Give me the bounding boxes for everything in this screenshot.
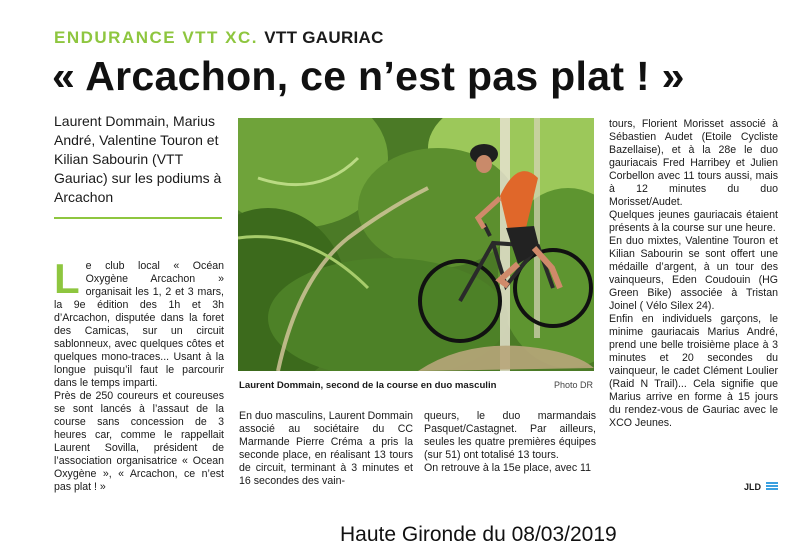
source-footer: Haute Gironde du 08/03/2019	[340, 523, 617, 546]
paragraph: queurs, le duo marmandais Pasquet/Castagnet. Par ailleurs, seules les quatre premières équipes (sur 51) ont totalisé 13 tours.	[424, 410, 596, 461]
race-photo	[238, 118, 594, 371]
author-signature: JLD	[744, 482, 762, 492]
paragraph: Enfin en individuels garçons, le minime gauriacais Marius André, prend une belle troisième place à 3 minutes et 20 secondes du vainqueur, le cadet Clément Loulier (Raid N Trail)... Cela signifie que Marius arrive en forme à 15 jours du rendez-vous de Gauriac avec le XCO Jeunes.	[609, 313, 778, 429]
paragraph: En duo mixtes, Valentine Touron et Kilian Sabourin se sont offert une médaille d’argent, à un tour des vainqueurs, Eden Coudouin (HG Green Bike) associée à Tristan Joinel ( Vélo Silex 24).	[609, 235, 778, 312]
signature-logo-icon	[766, 482, 778, 491]
paragraph: En duo masculins, Laurent Dommain associé au sociétaire du CC Marmande Pierre Créma a pris la seconde place, en réalisant 13 tours de circuit, terminant à 3 minutes et 16 secondes des vain-	[239, 410, 413, 487]
photo-caption	[239, 380, 595, 391]
paragraph-lead: e club local « Océan Oxygène Arcachon » organisait les 1, 2 et 3 mars, la 9e édition des 1h et 3h d’Arcachon, disputée dans la foret des Camicas, sur un circuit sablonneux, avec quelques côtes et quelques mono-traces... Usant à la longue puisqu’il faut le parcourir dans le temps imparti.	[54, 260, 224, 389]
paragraph: Près de 250 coureurs et coureuses se sont lancés à l’assaut de la course sans concession de 3 heures car, comme le rappellait Laurent Sovilla, président de l’association organisatrice « Ocean Oxygène », « Arcachon, ce n’est pas plat ! »	[54, 390, 224, 493]
headline: « Arcachon, ce n’est pas plat ! »	[52, 53, 685, 99]
article-column-2	[239, 410, 413, 488]
caption-text: Laurent Dommain, second de la course en duo masculin	[239, 380, 497, 391]
article-column-1	[54, 255, 224, 494]
paragraph: On retrouve à la 15e place, avec 11	[424, 462, 592, 474]
paragraph: Quelques jeunes gauriacais étaient présents à la course sur une heure.	[609, 209, 778, 234]
standfirst: Laurent Dommain, Marius André, Valentine Touron et Kilian Sabourin (VTT Gauriac) sur les podiums à Arcachon	[54, 113, 222, 205]
kicker-club: VTT GAURIAC	[264, 28, 384, 47]
article-column-4	[609, 118, 778, 430]
article-column-3	[424, 410, 596, 475]
photo-credit: Photo DR	[553, 380, 593, 390]
standfirst-divider	[54, 217, 222, 219]
kicker	[54, 28, 384, 48]
paragraph: tours, Florient Morisset associé à Sébastien Audet (Etoile Cycliste Bazellaise), et à la 28e le duo gauriacais Fred Harribey et Julien Corbellon avec 11 tours aussi, mais à 12 minutes du duo Morisset/Audet.	[609, 118, 778, 208]
kicker-category: ENDURANCE VTT XC.	[54, 28, 259, 47]
drop-cap: L	[54, 255, 80, 302]
